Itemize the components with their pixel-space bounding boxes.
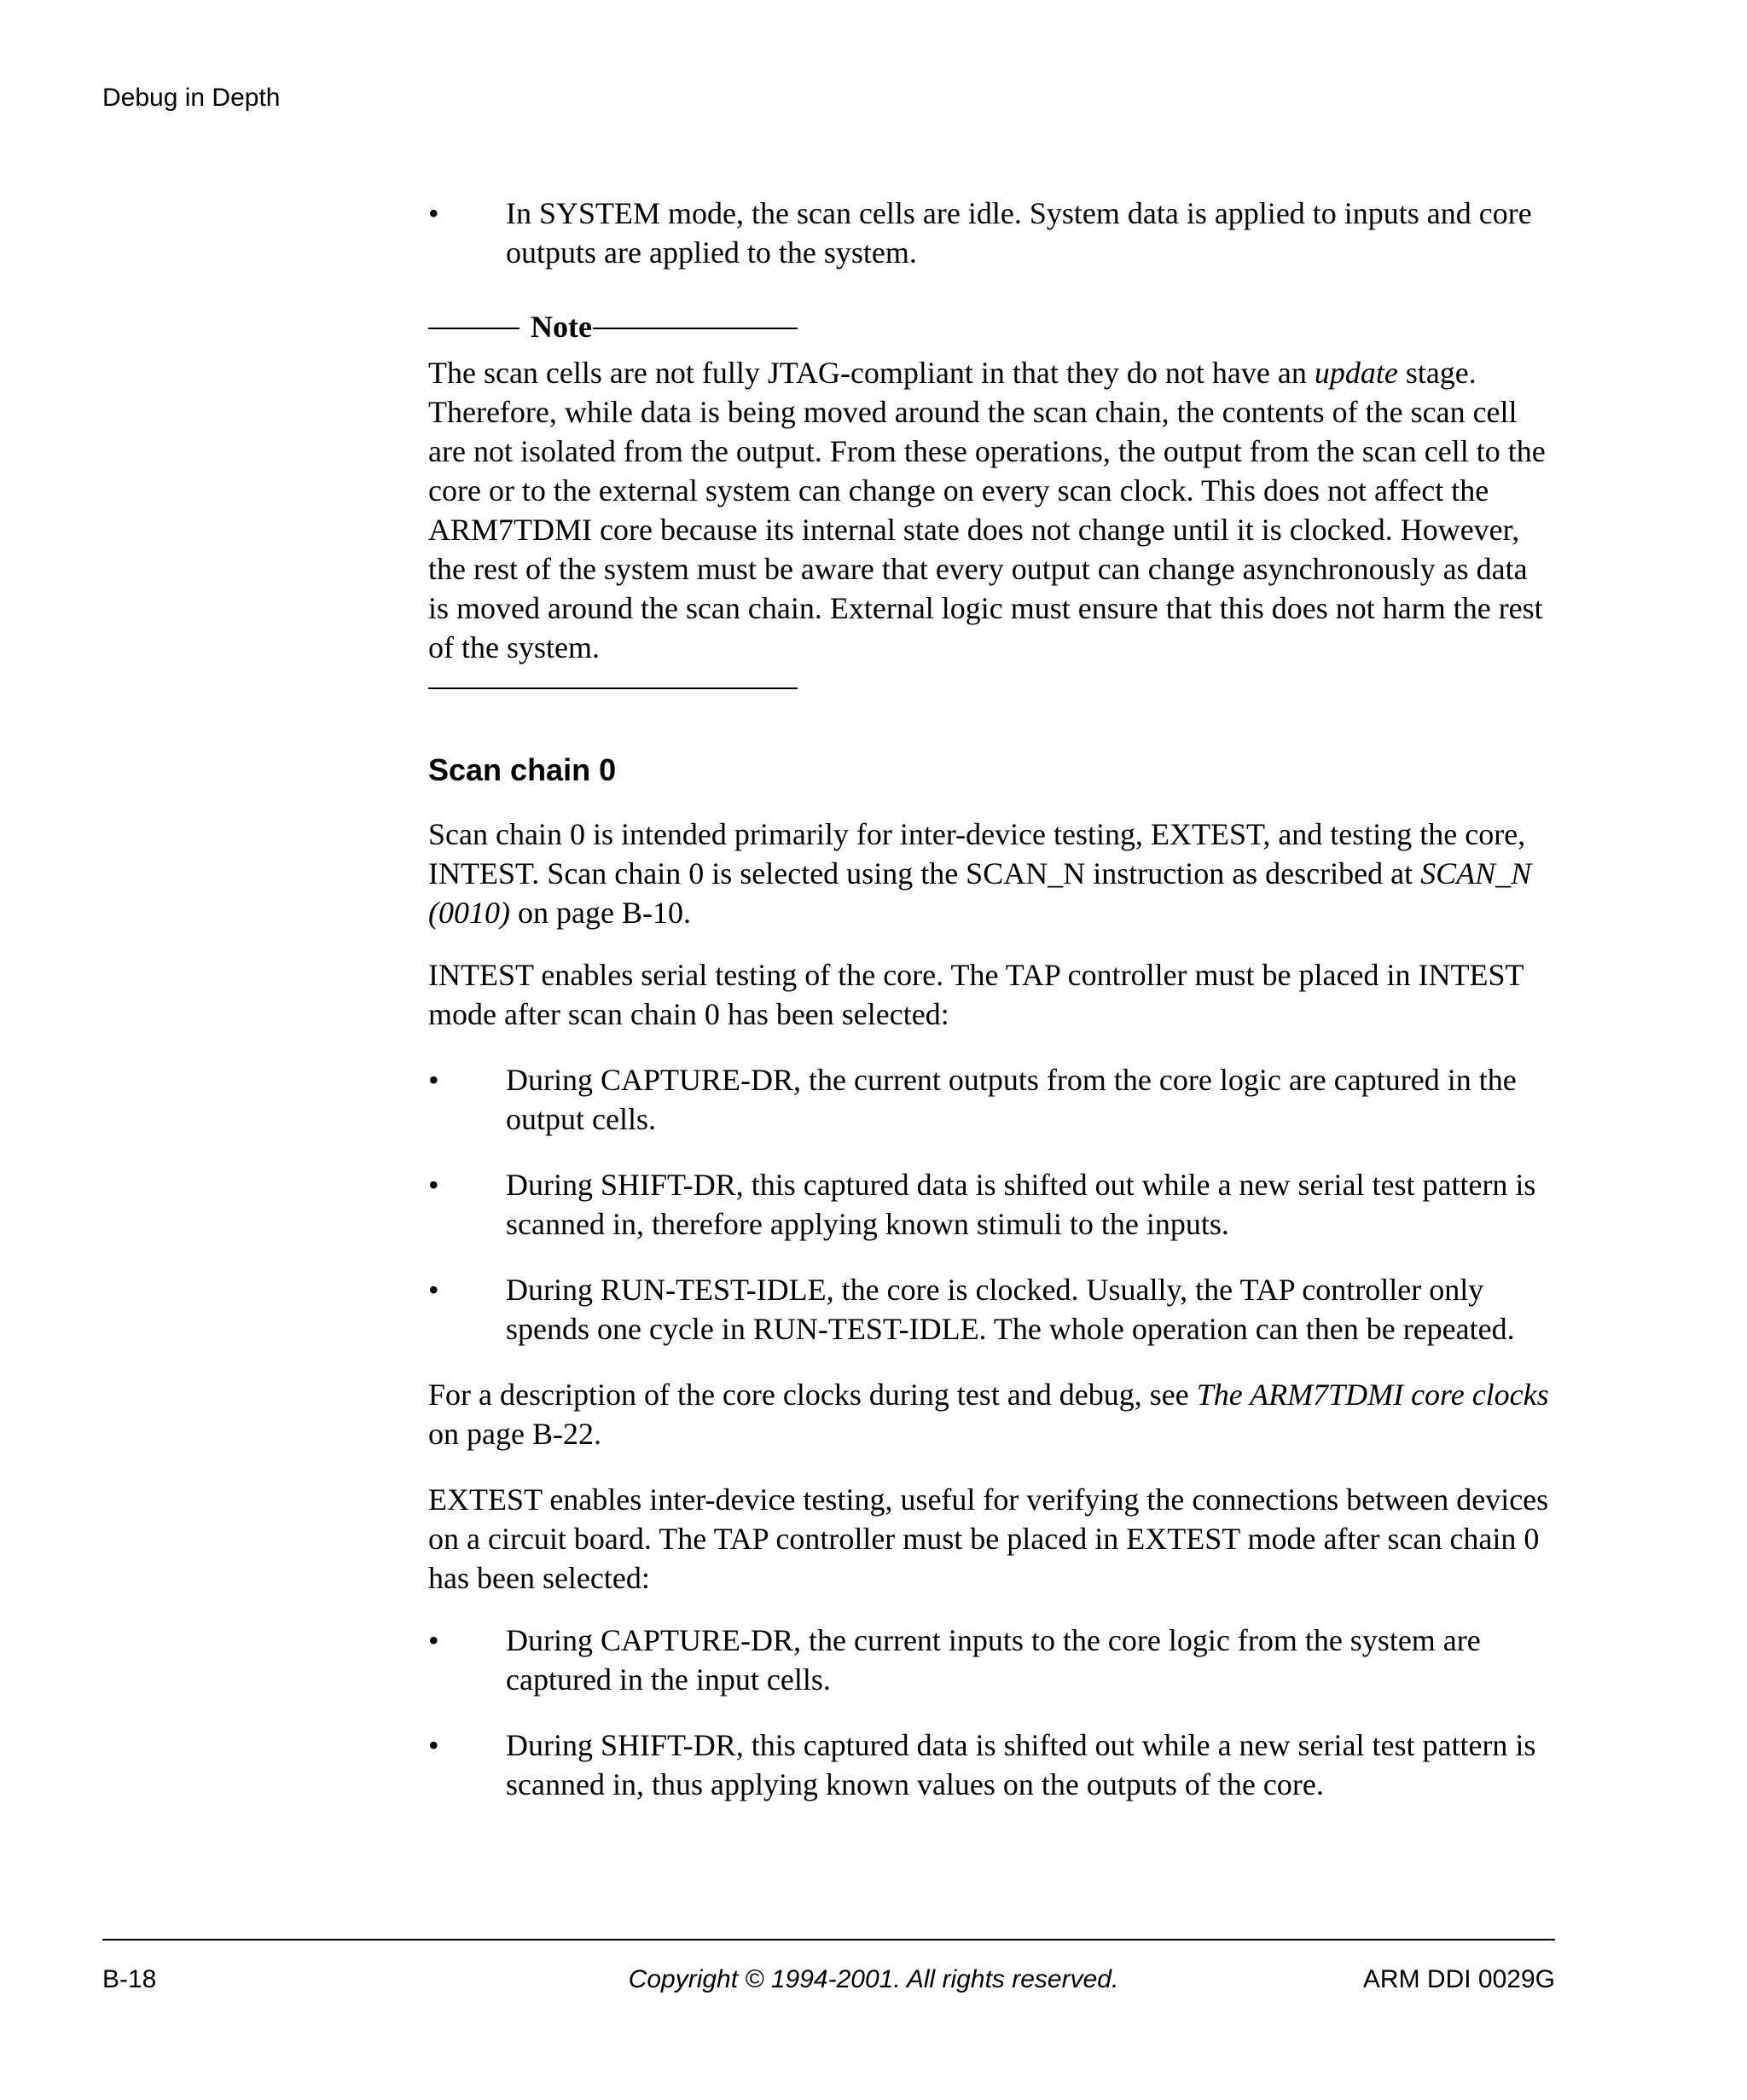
bullet-text: In SYSTEM mode, the scan cells are idle. System data is applied to inputs and core outputs are applied to the system. xyxy=(506,196,1532,270)
page-number: B-18 xyxy=(102,1965,157,1993)
bullet-text: During SHIFT-DR, this captured data is shifted out while a new serial test pattern is scanned in, therefore applying known stimuli to the inputs. xyxy=(506,1168,1536,1241)
bullet-text: During CAPTURE-DR, the current outputs from the core logic are captured in the output cells. xyxy=(506,1063,1517,1136)
para1-text: Scan chain 0 is intended primarily for inter-device testing, EXTEST, and testing the core, INTEST. Scan chain 0 is selected using the SCAN_N instruction as described at xyxy=(428,817,1526,890)
bullet-text: During RUN-TEST-IDLE, the core is clocked. Usually, the TAP controller only spends one cycle in RUN-TEST-IDLE. The whole operation can then be repeated. xyxy=(506,1273,1515,1346)
bullet-icon: • xyxy=(428,196,439,230)
bullet-text: During CAPTURE-DR, the current inputs to the core logic from the system are captured in the input cells. xyxy=(506,1623,1481,1697)
para1-after: on page B-10. xyxy=(509,896,691,930)
bullet-icon: • xyxy=(428,1063,439,1097)
bullet-text: During SHIFT-DR, this captured data is shifted out while a new serial test pattern is scanned in, thus applying known values on the outputs of the core. xyxy=(506,1728,1536,1801)
para3-after: on page B-22. xyxy=(428,1417,601,1451)
note-label: Note xyxy=(531,310,592,344)
note-rule-right xyxy=(593,328,798,329)
note-text-end: stage. Therefore, while data is being moved around the scan chain, the contents of the scan cell are not isolated from the output. From these operations, the output from the scan cell to the core or to the external system can change on every scan clock. This does not affect the ARM7TDMI core because its internal state does not change until it is clocked. However, the rest of the system must be aware that every output can change asynchronously as data is moved around the scan chain. External logic must ensure that this does not harm the rest of the system. xyxy=(428,356,1546,664)
paragraph-core-clocks xyxy=(428,1375,1554,1453)
bullet-icon: • xyxy=(428,1168,439,1202)
bullet-icon: • xyxy=(428,1273,439,1307)
footer-rule xyxy=(102,1939,1555,1940)
paragraph-extest: EXTEST enables inter-device testing, useful for verifying the connections between devices on a circuit board. The TAP controller must be placed in EXTEST mode after scan chain 0 has been selected: xyxy=(428,1482,1549,1595)
note-title xyxy=(428,307,804,346)
note-emphasis: update xyxy=(1314,356,1398,390)
paragraph-scan-chain-intro xyxy=(428,815,1554,932)
bullet-icon: • xyxy=(428,1623,439,1657)
note-end-rule xyxy=(428,687,798,689)
running-header: Debug in Depth xyxy=(102,84,281,112)
paragraph-intest: INTEST enables serial testing of the core. The TAP controller must be placed in INTEST mode after scan chain 0 has been selected: xyxy=(428,958,1524,1031)
document-id: ARM DDI 0029G xyxy=(1362,1965,1555,1993)
para3-text: For a description of the core clocks during test and debug, see xyxy=(428,1378,1197,1412)
note-text-start: The scan cells are not fully JTAG-compliant in that they do not have an xyxy=(428,356,1315,390)
note-rule-left xyxy=(428,328,519,329)
bullet-icon: • xyxy=(428,1728,439,1762)
copyright-notice: Copyright © 1994-2001. All rights reserved. xyxy=(628,1965,1119,1993)
cross-reference-link[interactable]: The ARM7TDMI core clocks xyxy=(1196,1378,1549,1412)
section-heading: Scan chain 0 xyxy=(428,752,617,787)
cross-reference-link[interactable]: SCAN_N (0010) xyxy=(428,856,1532,930)
note-body xyxy=(428,353,1554,667)
